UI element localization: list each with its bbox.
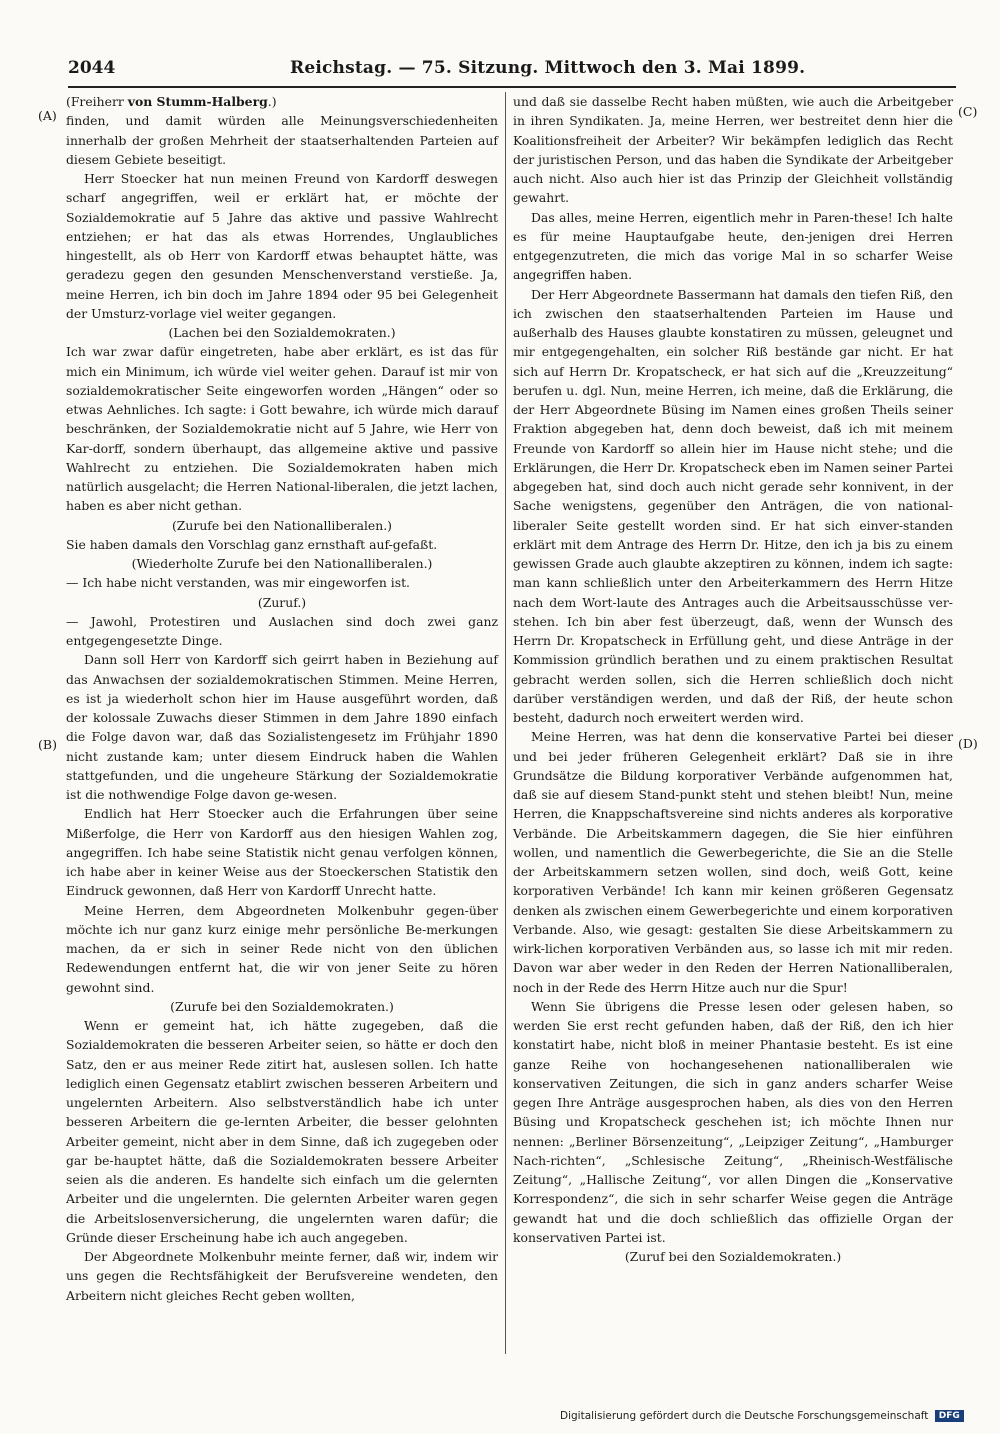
margin-marker-b: (B) — [38, 737, 57, 752]
interjection: (Zurufe bei den Nationalliberalen.) — [171, 517, 393, 533]
paragraph: Sie haben damals den Vorschlag ganz ernsthaft auf-gefaßt. — [66, 536, 438, 552]
paragraph: Wenn er gemeint hat, ich hätte zugegeben, daß die Sozialdemokraten die besseren Arbeiter seien, so hätte er doch den Satz, den er aus meiner Rede zitirt hat, auslesen sollen. Ich hatte lediglich einen Gegensatz etablirt zwischen besseren Arbeitern und ungelernten Arbeitern. Also selbstverständlich habe ich unter besseren Arbeitern die ge-lernten Arbeiter, die besser gelohnten Arbeiter gemeint, nicht aber in dem Sinne, daß ich zugegeben oder gar be-hauptet hätte, daß die Sozialdemokraten bessere Arbeiter seien als die anderen. Es handelte sich einfach um die gelernten Arbeiter und die ungelernten. Die gelernten Arbeiter waren gegen die Arbeitslosenversicherung, die ungelernten waren dafür; die Gründe dieser Erscheinung habe ich auch angegeben. — [66, 1018, 498, 1245]
speaker-name: von Stumm-Halberg — [127, 94, 268, 109]
digitization-credit — [560, 1410, 964, 1422]
speaker-suffix: .) — [267, 94, 277, 109]
paragraph: finden, und damit würden alle Meinungsverschiedenheiten innerhalb der großen Mehrheit der staatserhaltenden Parteien auf diesem Gebiete beseitigt. — [66, 113, 498, 167]
speaker-prefix: (Freiherr — [66, 94, 128, 109]
margin-marker-a: (A) — [38, 108, 57, 123]
paragraph: Ich war zwar dafür eingetreten, habe aber erklärt, es ist das für mich ein Minimum, ich würde viel weiter gehen. Darauf ist mir von sozialdemokratischer Seite eingeworfen worden „Hängen“ oder so etwas Aehnliches. Ich sagte: i Gott bewahre, ich würde mich darauf beschränken, der Sozialdemokratie nicht auf 5 Jahre, wie Herr von Kar-dorff, sondern überhaupt, das allgemeine aktive und passive Wahlrecht zu entziehen. Die Sozialdemokraten haben mich natürlich ausgelacht; die Herren National-liberalen, die jetzt lachen, haben es aber nicht gethan. — [66, 344, 498, 514]
dfg-logo: DFG — [935, 1410, 964, 1422]
paragraph: Herr Stoecker hat nun meinen Freund von Kardorff deswegen scharf angegriffen, weil er erklärt hat, er möchte der Sozialdemokratie auf 5 Jahre das aktive und passive Wahlrecht entziehen; er hat das als etwas Horrendes, Unglaubliches hingestellt, als ob Herr von Kardorff etwas behauptet hätte, was geradezu gegen den gesunden Menschenverstand verstieße. Ja, meine Herren, ich bin doch im Jahre 1894 oder 95 bei Gelegenheit der Umsturz-vorlage viel weiter gegangen. — [66, 171, 498, 321]
paragraph: Endlich hat Herr Stoecker auch die Erfahrungen über seine Mißerfolge, die Herr von Kardorff aus den hiesigen Wahlen zog, angegriffen. Ich habe seine Statistik nicht genau verfolgen können, ich habe aber in keiner Weise aus der Stoeckerschen Statistik den Eindruck gewonnen, daß Herr von Kardorff Unrecht hatte. — [66, 806, 498, 899]
margin-marker-d: (D) — [958, 736, 978, 751]
paragraph: Der Herr Abgeordnete Bassermann hat damals den tiefen Riß, den ich zwischen den staatserhaltenden Parteien im Hause und außerhalb des Hauses glaubte konstatiren zu müssen, geleugnet und mir entgegengehalten, ein solcher Riß bestände gar nicht. Er hat sich auf Herrn Dr. Kropatscheck, er hat sich auf die „Kreuzzeitung“ berufen u. dgl. Nun, meine Herren, ich meine, daß die Erklärung, die der Herr Abgeordnete Büsing im Namen eines großen Theils seiner Fraktion abgegeben hat, denn doch beweist, daß ich mit meinem Freunde von Kardorff so allein hier im Hause nicht stehe; und die Erklärungen, die Herr Dr. Kropatscheck eben im Namen seiner Partei abgegeben hat, sind doch auch nicht gerade sehr konnivent, in der Sache wenigstens, gegenüber den Anträgen, die von national-liberaler Seite gestellt worden sind. Er hat sich einver-standen erklärt mit dem Antrage des Herrn Dr. Hitze, den ich ja bis zu einem gewissen Grade auch glaubte akzeptiren zu können, indem ich sagte: man kann schließlich unter den Arbeiterkammern des Herrn Hitze nach dem Wort-laute des Antrages auch die Arbeitsausschüsse ver-stehen. Ich bin aber fest überzeugt, daß, wenn der Wunsch des Herrn Dr. Kropatscheck in Erfüllung geht, und diese Anträge in der Kommission gründlich berathen und zu einem praktischen Resultat gebracht werden sollen, sich die Herren schließlich doch nicht darüber verständigen werden, und daß der Riß, der heute schon besteht, dadurch noch erweitert werden wird. — [513, 286, 953, 725]
interjection: (Lachen bei den Sozialdemokraten.) — [168, 325, 396, 340]
column-divider — [505, 92, 506, 1354]
paragraph: — Ich habe nicht verstanden, was mir eingeworfen ist. — [66, 575, 410, 591]
page-title: Reichstag. — 75. Sitzung. Mittwoch den 3. Mai 1899. — [290, 58, 806, 78]
paragraph: Meine Herren, dem Abgeordneten Molkenbuhr gegen-über möchte ich nur ganz kurz einige mehr persönliche Be-merkungen machen, da er sich in seiner Rede nicht von den üblichen Redewendungen entfernt hat, die wir von jener Seite zu hören gewohnt sind. — [66, 902, 498, 995]
right-column — [513, 92, 953, 1266]
paragraph: und daß sie dasselbe Recht haben müßten, wie auch die Arbeitgeber in ihren Syndikaten. Ja, meine Herren, wer bestreitet denn hier die Koalitionsfreiheit der Arbeiter? Wir bekämpfen lediglich das Recht der juristischen Person, und das haben die Syndikate der Arbeitgeber auch nicht. Also auch hier ist das Prinzip der Gleichheit vollständig gewahrt. — [513, 94, 953, 206]
page-header — [68, 58, 952, 84]
paragraph: Das alles, meine Herren, eigentlich mehr in Paren-these! Ich halte es für meine Hauptaufgabe heute, den-jenigen drei Herren entgegenzutreten, die mich das vorige Mal in so scharfer Weise angegriffen haben. — [513, 209, 953, 283]
interjection: (Zuruf.) — [257, 594, 307, 610]
paragraph: Dann soll Herr von Kardorff sich geirrt haben in Beziehung auf das Anwachsen der sozialdemokratischen Stimmen. Meine Herren, es ist ja wiederholt schon hier im Hause ausgeführt worden, daß der kolossale Zuwachs dieser Stimmen in dem Jahre 1890 einfach die Folge davon war, daß das Sozialistengesetz im Frühjahr 1890 nicht zustande kam; unter diesem Eindruck haben die Wahlen stattgefunden, und die ungeheure Stärkung der Sozialdemokratie ist die nothwendige Folge davon ge-wesen. — [66, 652, 498, 802]
left-column — [66, 92, 498, 1305]
header-rule — [68, 86, 956, 88]
paragraph: Meine Herren, was hat denn die konservative Partei bei dieser und bei jeder früheren Gelegenheit erklärt? Daß sie in ihre Grundsätze die Bildung korporativer Verbände aufgenommen hat, daß sie auf diesem Stand-punkt steht und stehen bleibt! Nun, meine Herren, die Knappschaftsvereine sind nichts anderes als korporative Verbände. Die Arbeitskammern dagegen, die Sie hier einführen wollen, und namentlich die Gewerbegerichte, die Sie an die Stelle der Arbeitskammern setzen wollen, sind doch, weiß Gott, keine korporativen Verbände! Ich kann mir keinen größeren Gegensatz denken als zwischen einem Gewerbegerichte und einem korporativen Verbande. Also, wie gesagt: gestalten Sie diese Arbeitskammern zu wirk-lichen korporativen Verbänden aus, so lasse ich mit mir reden. Davon war aber weder in den Reden der Herren Nationalliberalen, noch in der Rede des Herrn Hitze auch nur die Spur! — [513, 729, 953, 995]
interjection: (Zuruf bei den Sozialdemokraten.) — [624, 1249, 842, 1264]
margin-marker-c: (C) — [958, 104, 978, 119]
paragraph: Der Abgeordnete Molkenbuhr meinte ferner, daß wir, indem wir uns gegen die Rechtsfähigkeit der Berufsvereine wendeten, den Arbeitern nicht gleiches Recht geben wollten, — [66, 1249, 498, 1303]
paragraph: — Jawohl, Protestiren und Auslachen sind doch zwei ganz entgegengesetzte Dinge. — [66, 613, 498, 648]
interjection: (Wiederholte Zurufe bei den Nationalliberalen.) — [131, 556, 433, 571]
speaker-line — [66, 92, 498, 111]
credit-text: Digitalisierung gefördert durch die Deutsche Forschungsgemeinschaft — [560, 1410, 929, 1422]
paragraph: Wenn Sie übrigens die Presse lesen oder gelesen haben, so werden Sie erst recht gefunden haben, daß der Riß, den ich hier konstatirt habe, nicht bloß in meiner Phantasie besteht. Es ist eine ganze Reihe von hochangesehenen nationalliberalen wie konservativen Zeitungen, die sich in ganz anders scharfer Weise gegen Ihre Anträge ausgesprochen haben, als dies von den Herren Büsing und Kropatscheck geschehen ist; ich möchte Ihnen nur nennen: „Berliner Börsenzeitung“, „Leipziger Zeitung“, „Hamburger Nach-richten“, „Schlesische Zeitung“, „Rheinisch-Westfälische Zeitung“, „Hallische Zeitung“, vor allen Dingen die „Konservative Korrespondenz“, die sich in sehr scharfer Weise gegen die Anträge gewandt hat und die doch schließlich das offizielle Organ der konservativen Partei ist. — [513, 998, 953, 1245]
page-number: 2044 — [68, 58, 116, 78]
interjection: (Zurufe bei den Sozialdemokraten.) — [170, 998, 394, 1014]
